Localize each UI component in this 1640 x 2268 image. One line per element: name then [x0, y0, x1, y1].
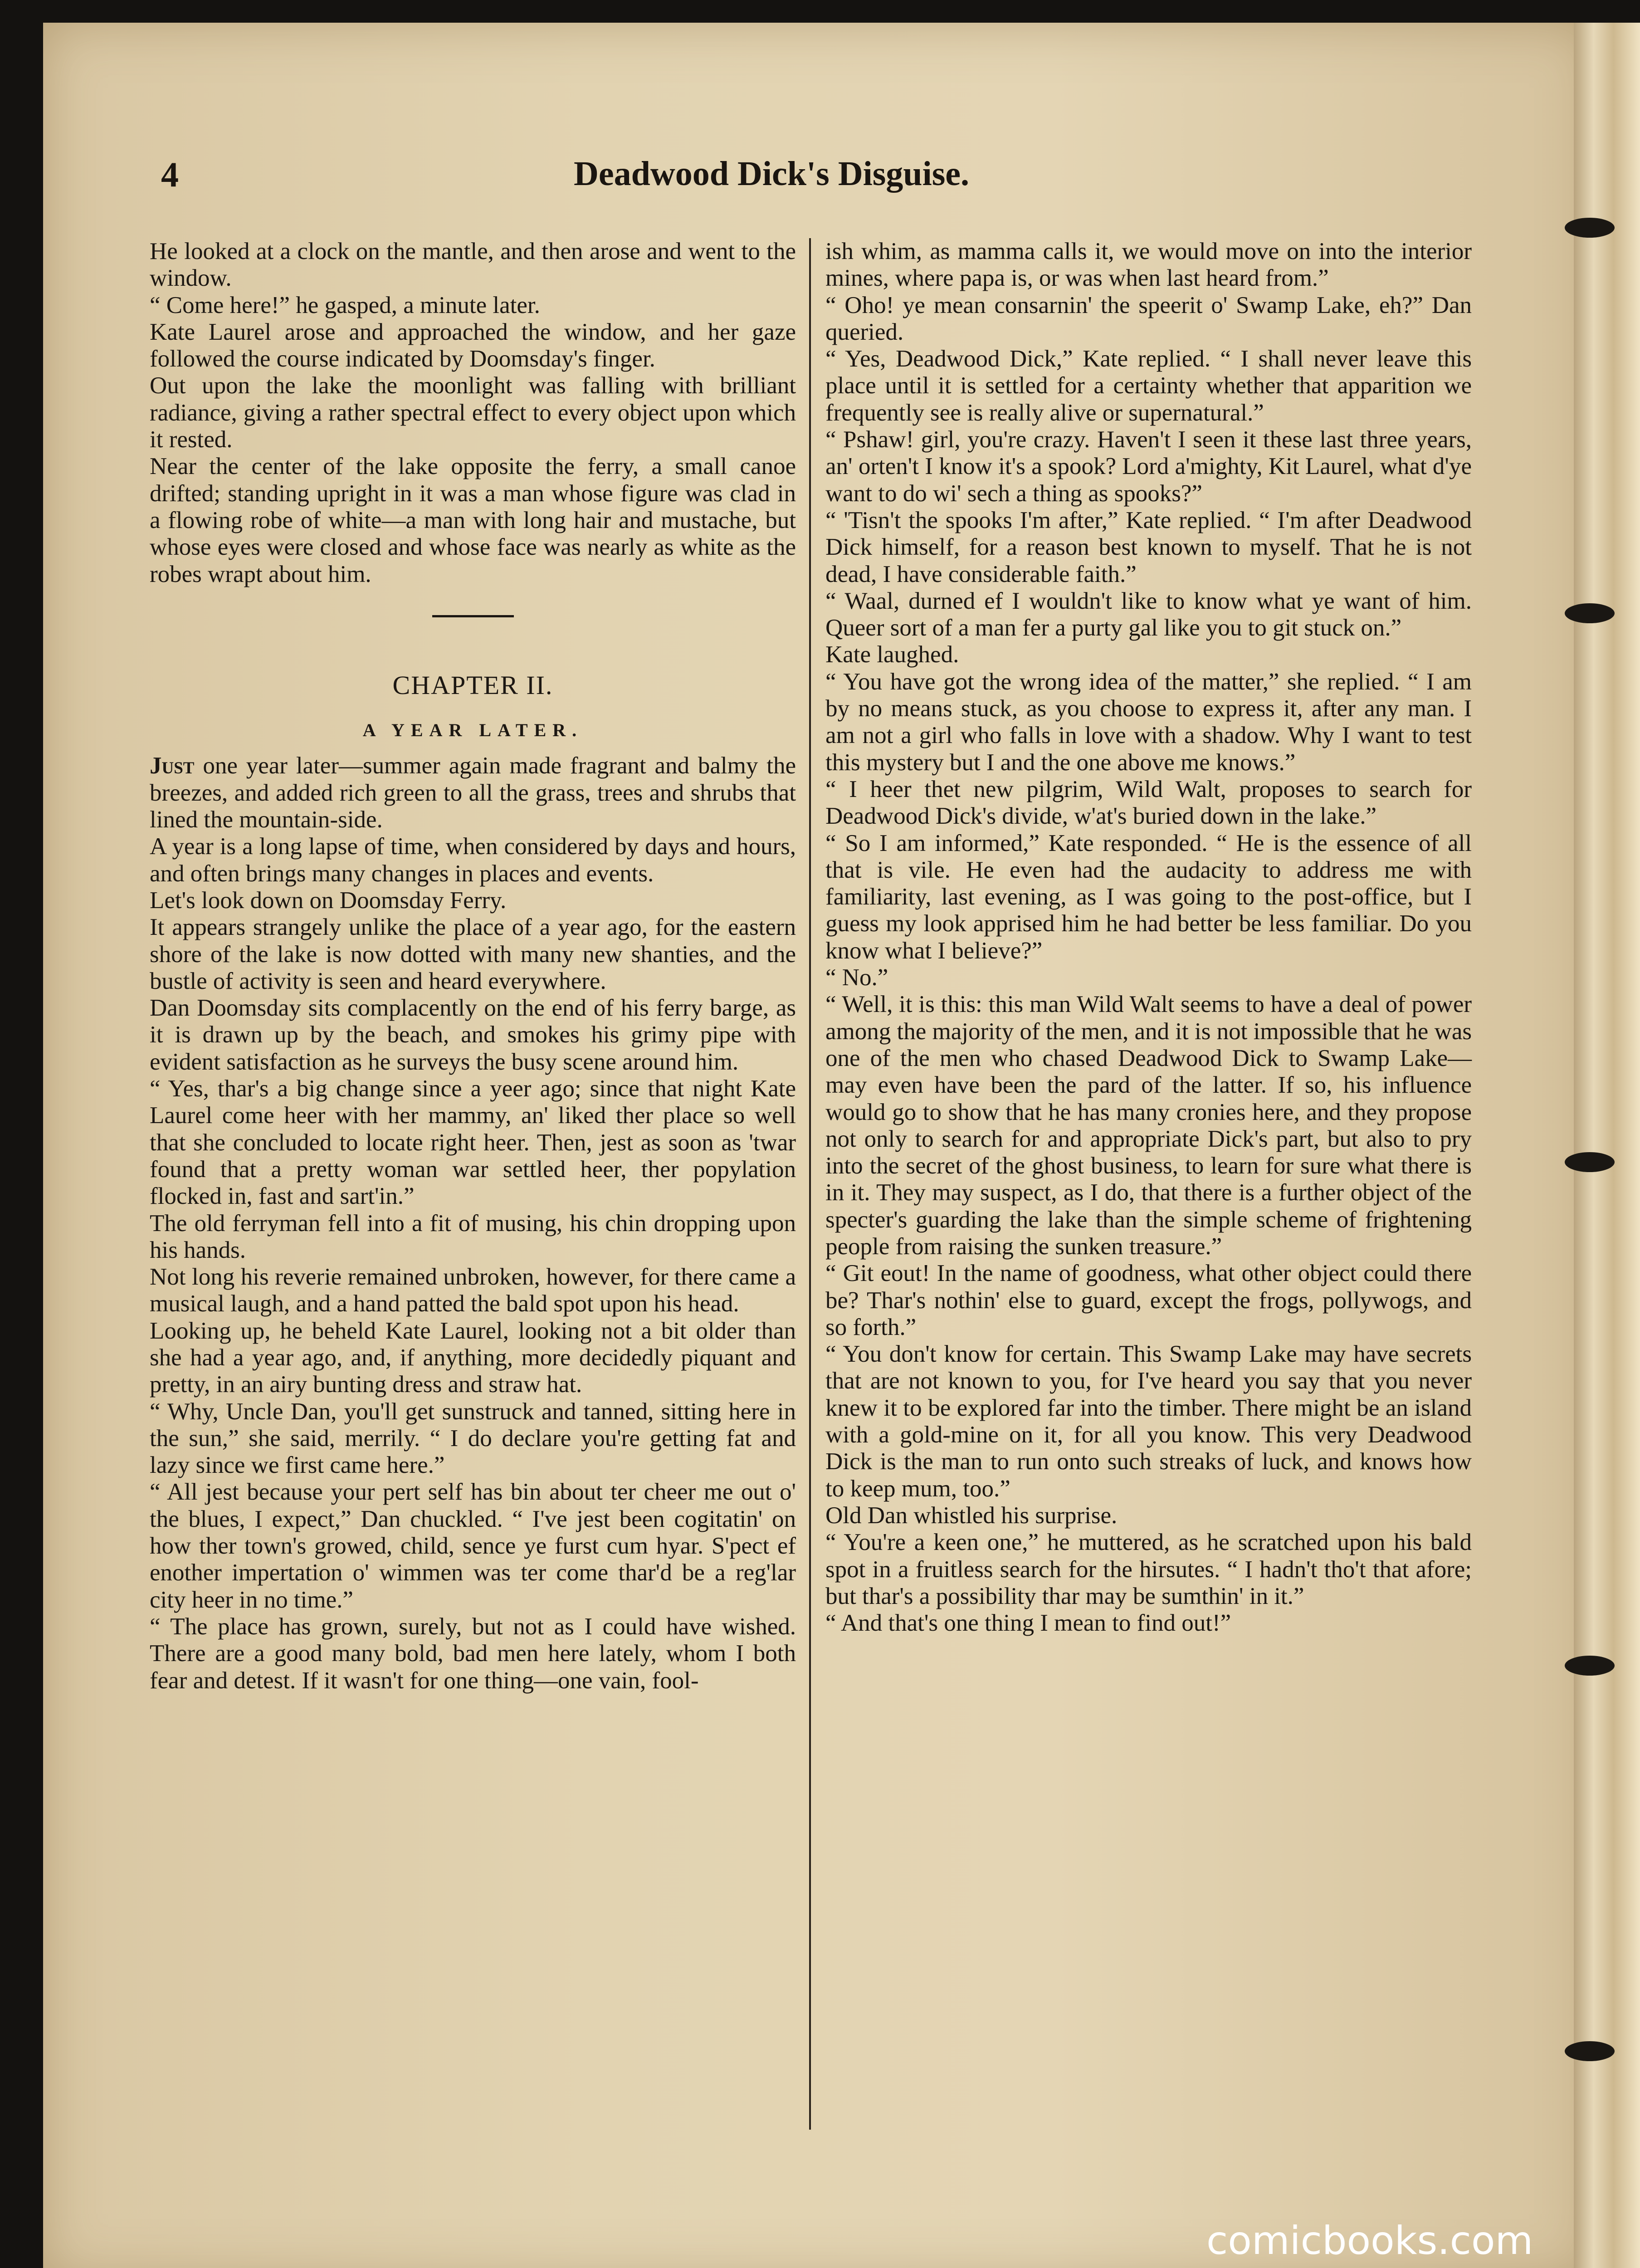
running-title: Deadwood Dick's Disguise. — [574, 155, 969, 193]
paragraph: “ All jest because your pert self has bin about ter cheer me out o' the blues, I expect,” Dan chuckled. “ I've jest been cogitatin' on how ther town's growed, child, sence ye furst cum hyar. S'pect ef enother impertation o' wimmen was ter come thar'd be a reg'lar city heer in no time.” — [150, 1479, 796, 1613]
paragraph: Dan Doomsday sits complacently on the end of his ferry barge, as it is drawn up by the beach, and smokes his grimy pipe with evident satisfaction as he surveys the busy scene around him. — [150, 995, 796, 1075]
chapter-subtitle: A YEAR LATER. — [362, 720, 583, 741]
watermark: comicbooks.com — [1206, 2218, 1533, 2263]
paragraph: “ Yes, thar's a big change since a yeer ago; since that night Kate Laurel come heer with her mammy, an' liked ther place so well that she concluded to locate right heer. Then, jest as soon as 'twar found that a pretty woman war settled heer, ther popylation flocked in, fast and sart'in.” — [150, 1075, 796, 1210]
paragraph: “ The place has grown, surely, but not as I could have wished. There are a good many bold, bad men here lately, whom I both fear and detest. If it wasn't for one thing—one vain, fool- — [150, 1613, 796, 1694]
paragraph: ish whim, as mamma calls it, we would move on into the interior mines, where papa is, or was when last heard from.” — [825, 238, 1472, 292]
staple — [1565, 218, 1615, 238]
paragraph: “ Oho! ye mean consarnin' the speerit o' Swamp Lake, eh?” Dan queried. — [825, 292, 1472, 345]
paragraph: Near the center of the lake opposite the ferry, a small canoe drifted; standing upright in it was a man whose figure was clad in a flowing robe of white—a man with long hair and mustache, but whose eyes were closed and whose face was nearly as white as the robes wrapt about him. — [150, 453, 796, 587]
paragraph: It appears strangely unlike the place of a year ago, for the eastern shore of the lake is now dotted with many new shanties, and the bustle of activity is seen and heard everywhere. — [150, 914, 796, 994]
paragraph: “ Yes, Deadwood Dick,” Kate replied. “ I shall never leave this place until it is settled for a certainty whether that apparition we frequently see is really alive or supernatural.” — [825, 346, 1472, 426]
paragraph: Kate Laurel arose and approached the window, and her gaze followed the course indicated by Doomsday's finger. — [150, 318, 796, 372]
paragraph: “ You don't know for certain. This Swamp Lake may have secrets that are not known to you, for I've heard you say that you never knew it to be explored far into the timber. There might be an island with a gold-mine on it, for all you know. This very Deadwood Dick is the man to run onto such streaks of luck, and knows how to keep mum, too.” — [825, 1341, 1472, 1502]
chapter-title: CHAPTER II. — [392, 670, 553, 700]
paragraph-text: one year later—summer again made fragrant and balmy the breezes, and added rich green to all the grass, trees and shrubs that lined the mountain-side. — [150, 753, 796, 833]
paragraph — [150, 753, 796, 833]
paragraph: “ Git eout! In the name of goodness, what other object could there be? Thar's nothin' else to guard, except the frogs, pollywogs, and so forth.” — [825, 1260, 1472, 1340]
paragraph: Looking up, he beheld Kate Laurel, looking not a bit older than she had a year ago, and, if anything, more decidedly piquant and pretty, in an airy bunting dress and straw hat. — [150, 1317, 796, 1398]
paragraph: Out upon the lake the moonlight was falling with brilliant radiance, giving a rather spectral effect to every object upon which it rested. — [150, 372, 796, 453]
page-header — [161, 154, 1023, 204]
paragraph: “ No.” — [825, 964, 888, 991]
paragraph: Old Dan whistled his surprise. — [825, 1502, 1118, 1529]
paragraph: Let's look down on Doomsday Ferry. — [150, 887, 507, 914]
paragraph: “ So I am informed,” Kate responded. “ He is the essence of all that is vile. He even had the audacity to address me with familiarity, last evening, as I was going to the post-office, but I guess my look apprised him he had better be less familiar. Do you know what I believe?” — [825, 830, 1472, 964]
left-column — [150, 238, 796, 1694]
section-divider — [432, 615, 514, 617]
staple — [1565, 1152, 1615, 1172]
paragraph: “ Pshaw! girl, you're crazy. Haven't I seen it these last three years, an' orten't I know it's a spook? Lord a'mighty, Kit Laurel, what d'ye want to do wi' sech a thing as spooks?” — [825, 426, 1472, 507]
paragraph: “ 'Tisn't the spooks I'm after,” Kate replied. “ I'm after Deadwood Dick himself, for a reason best known to myself. That he is not dead, I have considerable faith.” — [825, 507, 1472, 587]
paragraph: “ Why, Uncle Dan, you'll get sunstruck and tanned, sitting here in the sun,” she said, merrily. “ I do declare you're getting fat and lazy since we first came here.” — [150, 1398, 796, 1479]
staple — [1565, 1656, 1615, 1676]
paragraph: The old ferryman fell into a fit of musing, his chin dropping upon his hands. — [150, 1210, 796, 1263]
paragraph: “ Well, it is this: this man Wild Walt seems to have a deal of power among the majority of the men, and it is not impossible that he was one of the men who chased Deadwood Dick to Swamp Lake—may even have been the pard of the latter. If so, his influence would go to show that he has many cronies here, and they propose not only to search for and appropriate Dick's part, but also to pry into the secret of the ghost business, to learn for sure what there is in it. They may suspect, as I do, that there is a further object of the specter's guarding the lake than the simple scheme of frightening people from raising the sunken treasure.” — [825, 991, 1472, 1260]
paragraph: A year is a long lapse of time, when considered by days and hours, and often brings many changes in places and events. — [150, 833, 796, 887]
page-number: 4 — [161, 155, 179, 194]
staple — [1565, 2041, 1615, 2061]
paragraph: Kate laughed. — [825, 641, 959, 668]
paragraph: He looked at a clock on the mantle, and then arose and went to the window. — [150, 238, 796, 292]
paragraph: “ And that's one thing I mean to find out!” — [825, 1610, 1231, 1637]
binding-spine — [1574, 23, 1640, 2268]
right-column — [825, 238, 1472, 1637]
paragraph: “ Waal, durned ef I wouldn't like to know what ye want of him. Queer sort of a man fer a purty gal like you to git stuck on.” — [825, 587, 1472, 641]
paragraph: “ You're a keen one,” he muttered, as he scratched upon his bald spot in a fruitless search for the hirsutes. “ I hadn't tho't that afore; but thar's a possibility thar may be sumthin' in it.” — [825, 1529, 1472, 1609]
paragraph: Not long his reverie remained unbroken, however, for there came a musical laugh, and a hand patted the bald spot upon his head. — [150, 1264, 796, 1317]
column-divider — [809, 238, 811, 2130]
paragraph: “ You have got the wrong idea of the matter,” she replied. “ I am by no means stuck, as you choose to express it, after any man. I am not a girl who falls in love with a shadow. Why I want to test this mystery but I and the one above me knows.” — [825, 668, 1472, 776]
staple — [1565, 603, 1615, 623]
paragraph: “ Come here!” he gasped, a minute later. — [150, 292, 540, 318]
lead-word: Just — [150, 753, 195, 779]
paragraph: “ I heer thet new pilgrim, Wild Walt, proposes to search for Deadwood Dick's divide, w'at's buried down in the lake.” — [825, 776, 1472, 830]
